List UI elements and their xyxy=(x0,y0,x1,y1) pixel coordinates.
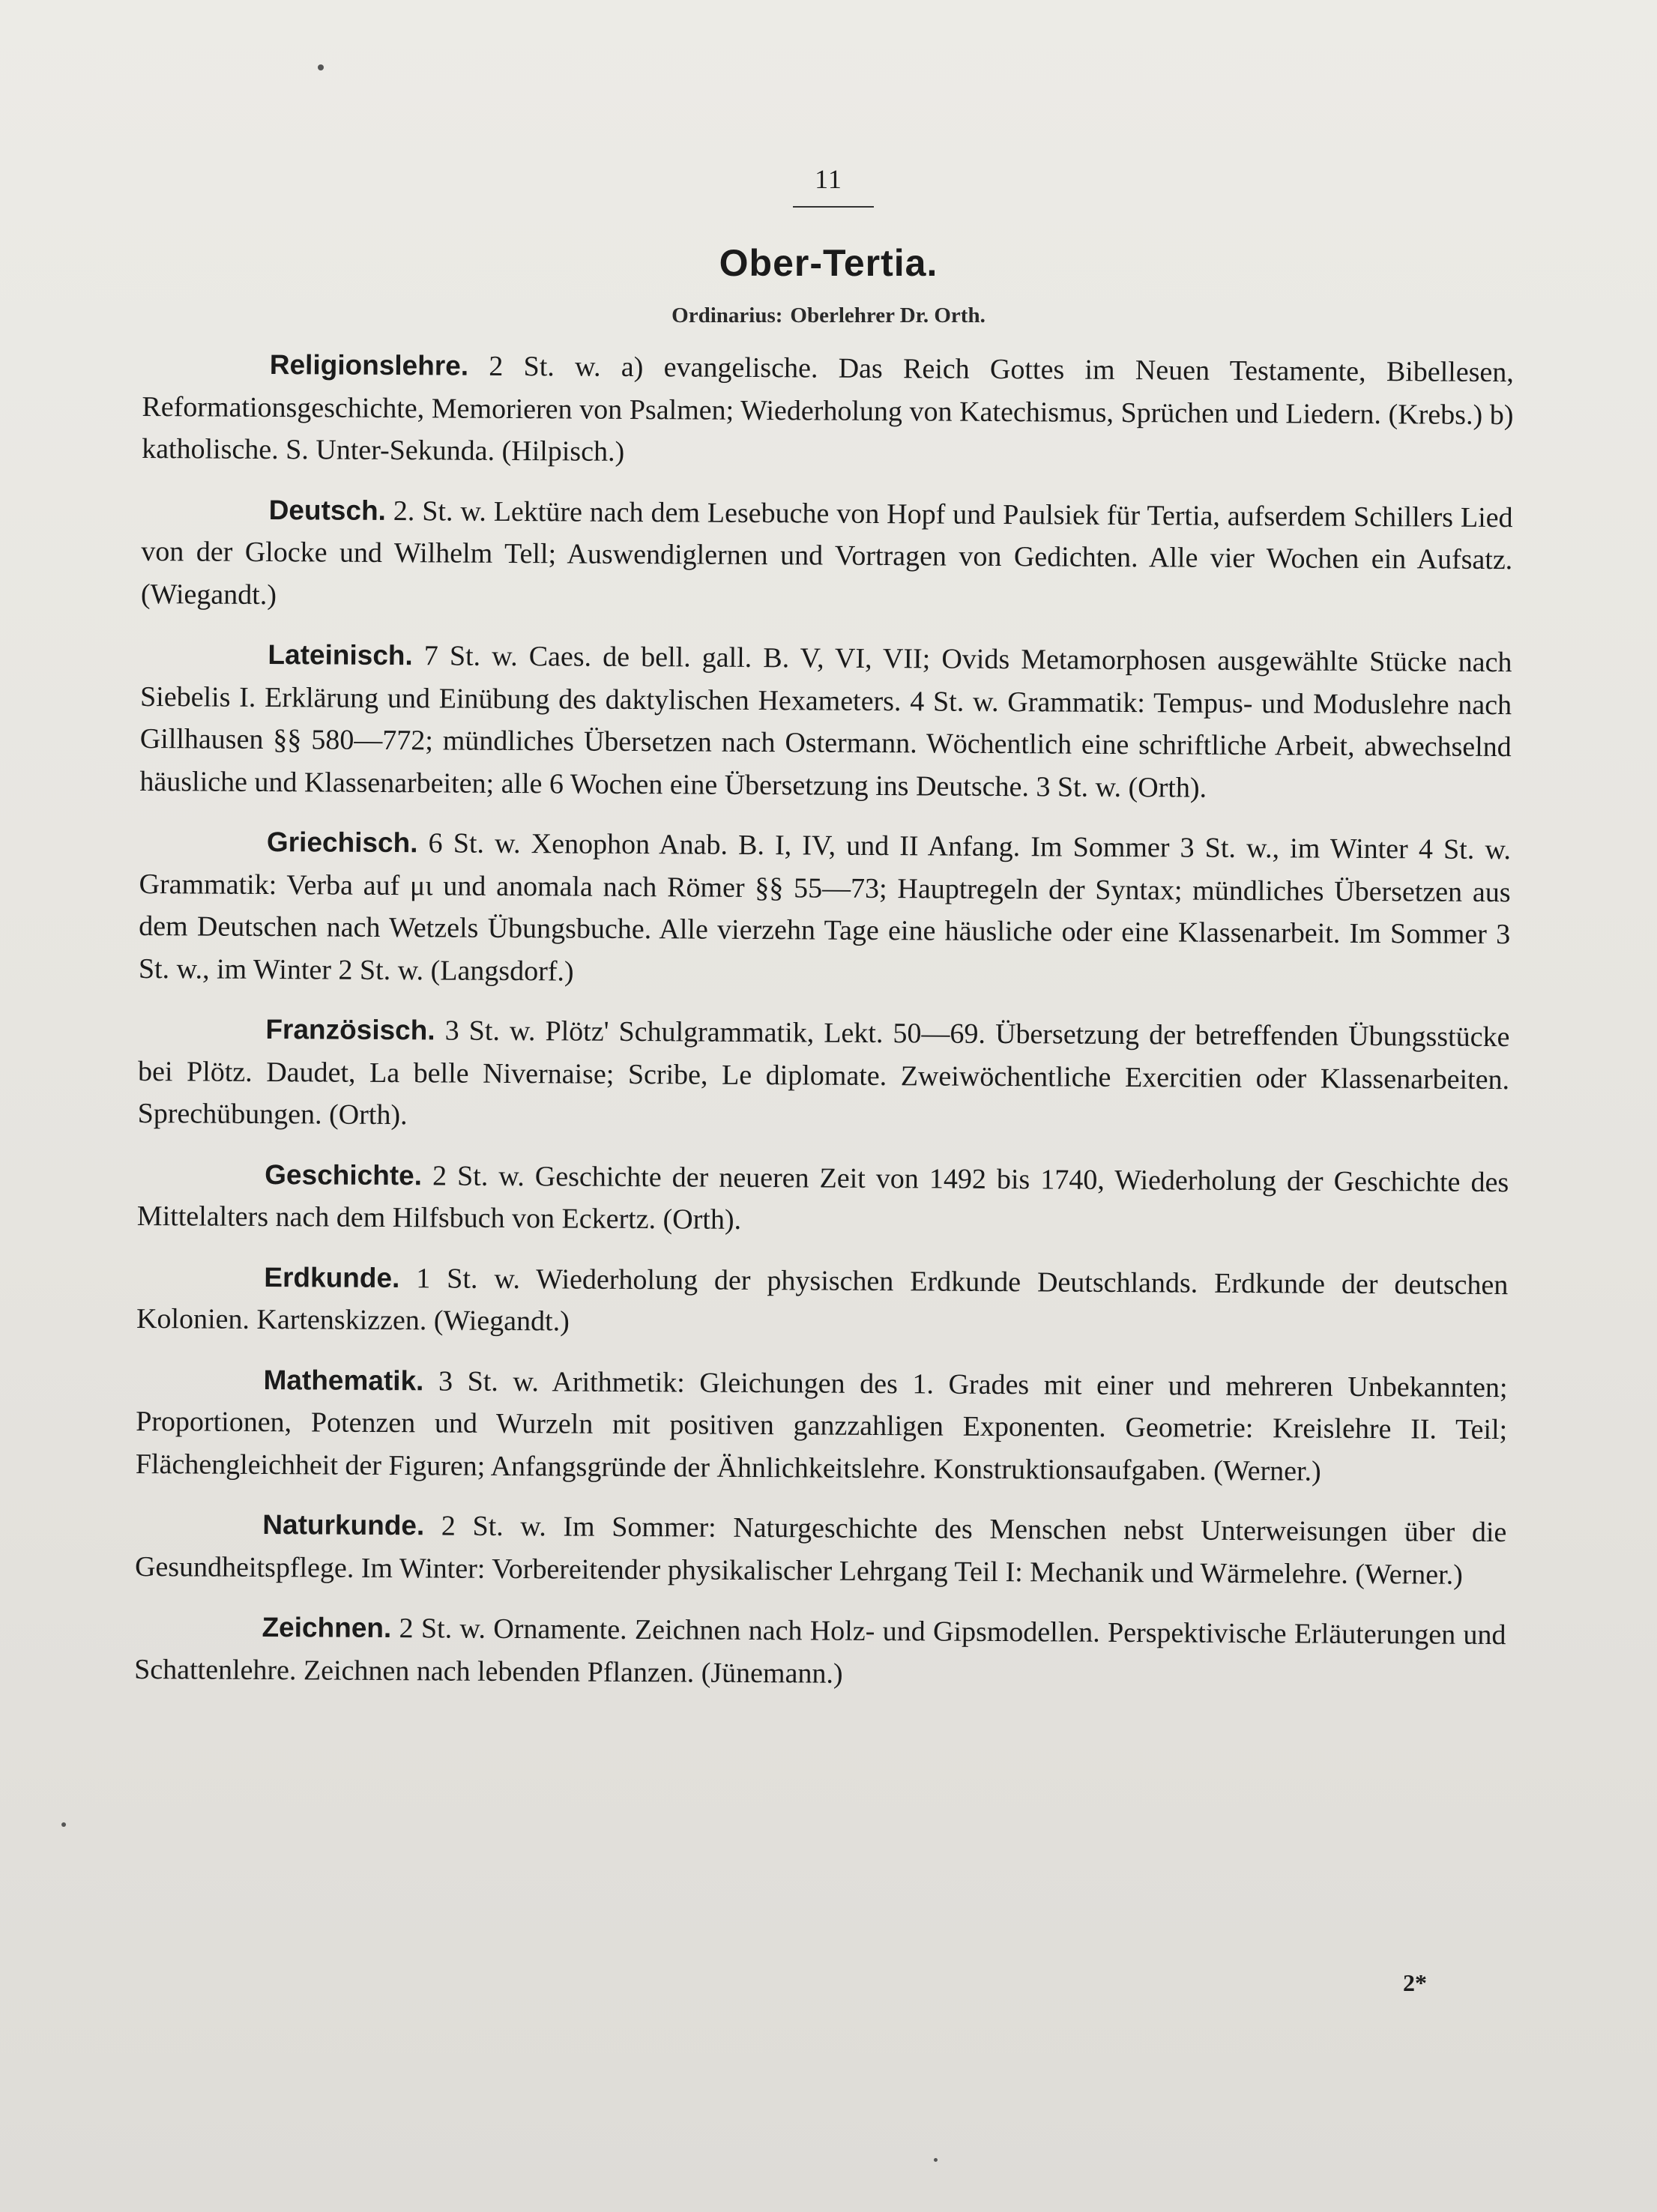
section-geschichte xyxy=(137,1152,1509,1245)
section-zeichnen xyxy=(134,1606,1506,1699)
section-subject: Deutsch. xyxy=(268,494,387,526)
section-text: 2 St. w. Geschichte der neueren Zeit von 1492 bis 1740, Wiederholung der Geschichte des Mittelalters nach dem Hilfsbuch von Eckertz. (Orth). xyxy=(136,1159,1509,1236)
section-subject: Naturkunde. xyxy=(262,1509,425,1541)
section-erdkunde xyxy=(136,1255,1509,1348)
paper-speck xyxy=(318,64,324,70)
section-naturkunde xyxy=(135,1503,1507,1596)
paper-speck xyxy=(61,1822,66,1827)
page-number: 11 xyxy=(815,164,842,194)
section-religionslehre xyxy=(142,343,1514,479)
section-text: 6 St. w. Xenophon Anab. B. I, IV, und II Anfang. Im Sommer 3 St. w., im Winter 4 St. w. Grammatik: Verba auf μι und anomala nach Römer §§ 55—73; Hauptregeln der Syntax; mündliches Übersetzen aus dem Deutschen nach Wetzels Übungsbuche. Alle vierzehn Tage eine häusliche oder eine Klassenarbeit. Im Sommer 3 St. w., im Winter 2 St. w. (Langsdorf.) xyxy=(138,827,1512,988)
section-subject: Religionslehre. xyxy=(269,349,469,381)
section-subject: Zeichnen. xyxy=(262,1612,392,1644)
page-title: Ober-Tertia. xyxy=(719,242,938,284)
section-text: 2 St. w. a) evangelische. Das Reich Gottes im Neuen Testamente, Bibellesen, Reformationsgeschichte, Memorieren von Psalmen; Wiederholung von Katechismus, Sprüchen und Liedern. (Krebs.) b) katholische. S. Unter-Sekunda. (Hilpisch.) xyxy=(142,350,1514,468)
section-text: 2 St. w. Ornamente. Zeichnen nach Holz- und Gipsmodellen. Perspektivische Erläuterungen und Schattenlehre. Zeichnen nach lebenden Pflanzen. (Jünemann.) xyxy=(134,1613,1506,1690)
ordinarius-name: Oberlehrer Dr. Orth. xyxy=(790,303,986,327)
section-subject: Lateinisch. xyxy=(268,639,413,671)
section-text: 2 St. w. Im Sommer: Naturgeschichte des Menschen nebst Unterweisungen über die Gesundheitspflege. Im Winter: Vorbereitender physikalischer Lehrgang Teil I: Mechanik und Wärmelehre. (Werner.) xyxy=(134,1510,1507,1591)
section-text: 3 St. w. Arithmetik: Gleichungen des 1. Grades mit einer und mehreren Unbekannten; Proportionen, Potenzen und Wurzeln mit positiven ganzzahligen Exponenten. Geometrie: Kreislehre II. Teil; Flächengleichheit der Figuren; Anfangsgründe der Ähnlichkeitslehre. Konstruktionsaufgaben. (Werner.) xyxy=(135,1365,1508,1487)
ordinarius-label: Ordinarius: xyxy=(671,303,783,327)
section-text: 7 St. w. Caes. de bell. gall. B. V, VI, VII; Ovids Metamorphosen ausgewählte Stücke nach Siebelis I. Erklärung und Einübung des daktylischen Hexameters. 4 St. w. Grammatik: Tempus- und Moduslehre nach Gillhausen §§ 580—772; mündliches Übersetzen nach Ostermann. Wöchentlich eine schriftliche Arbeit, abwechselnd häusliche und Klassenarbeiten; alle 6 Wochen eine Übersetzung ins Deutsche. 3 St. w. (Orth). xyxy=(139,640,1512,804)
section-mathematik xyxy=(136,1358,1508,1493)
section-griechisch xyxy=(139,821,1511,998)
ordinarius-line xyxy=(0,303,1657,328)
signature-mark: 2* xyxy=(1403,1969,1427,1996)
curriculum-body xyxy=(134,343,1514,1717)
section-subject: Geschichte. xyxy=(265,1158,423,1191)
section-subject: Griechisch. xyxy=(266,827,418,859)
section-text: 2. St. w. Lektüre nach dem Lesebuche von Hopf und Paulsiek für Tertia, aufserdem Schillers Lied von der Glocke und Wilhelm Tell; Auswendiglernen und Vortragen von Gedichten. Alle vier Wochen ein Aufsatz. (Wiegandt.) xyxy=(140,495,1513,611)
section-franzoesisch xyxy=(138,1008,1510,1143)
page-number-rule xyxy=(793,206,874,208)
section-subject: Erdkunde. xyxy=(264,1261,400,1293)
section-deutsch xyxy=(141,488,1513,623)
section-text: 1 St. w. Wiederholung der physischen Erdkunde Deutschlands. Erdkunde der deutschen Kolonien. Kartenskizzen. (Wiegandt.) xyxy=(136,1262,1509,1338)
section-lateinisch xyxy=(139,633,1512,811)
paper-speck xyxy=(934,2158,938,2162)
section-text: 3 St. w. Plötz' Schulgrammatik, Lekt. 50—69. Übersetzung der betreffenden Übungsstücke bei Plötz. Daudet, La belle Nivernaise; Scribe, Le diplomate. Zweiwöchentliche Exercitien oder Klassenarbeiten. Sprechübungen. (Orth). xyxy=(137,1015,1510,1131)
section-subject: Mathematik. xyxy=(263,1364,424,1396)
section-subject: Französisch. xyxy=(265,1014,435,1046)
